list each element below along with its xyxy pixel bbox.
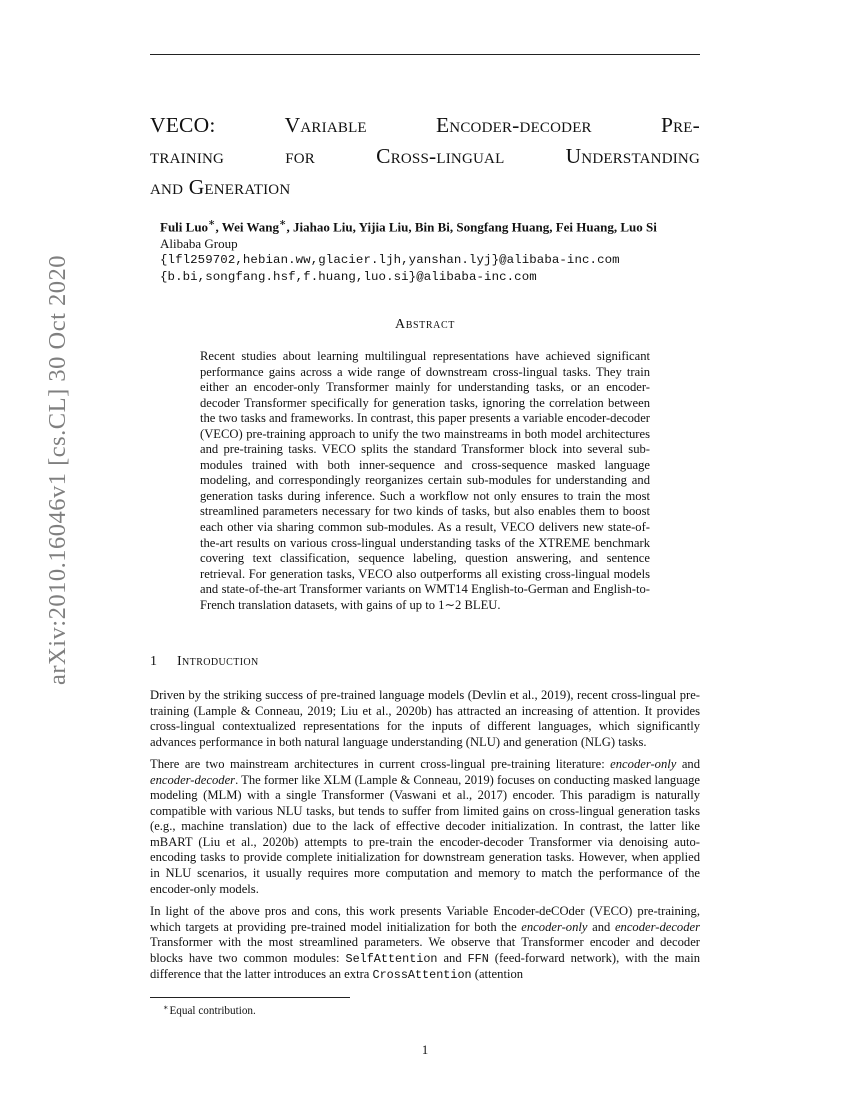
abstract-text: Recent studies about learning multilingual representations have achieved significant performance gains across a wide range of downstream cross-lingual tasks. They train either an encoder-only Transformer mainly for understanding tasks, or an encoder-decoder Transformer specifically for generation tasks, ignoring the correlation between the two tasks and frameworks. In contrast, this paper presents a variable encoder-decoder (VECO) pre-training approach to unify the two mainstreams in both model architectures and pre-training tasks. VECO splits the standard Transformer block into several sub-modules trained with both inner-sequence and cross-sequence masked language modeling, and correspondingly reorganizes certain sub-modules for understanding and generation tasks during inference. Such a workflow not only ensures to train the most streamlined parameters necessary for two kinds of tasks, but also enables them to boost each other via sharing common sub-modules. As a result, VECO delivers new state-of-the-art results on various cross-lingual understanding tasks of the XTREME benchmark covering text classification, sequence labeling, question answering, and sentence retrieval. For generation tasks, VECO also outperforms all existing cross-lingual models and state-of-the-art Transformer variants on WMT14 English-to-German and English-to-French translation datasets, with gains of up to 1∼2 BLEU.	[200, 349, 650, 612]
footnote-rule	[150, 997, 350, 998]
footnote-equal-contribution: ∗Equal contribution.	[163, 1003, 256, 1017]
abstract-heading: Abstract	[395, 317, 455, 332]
email-line-1[interactable]: {lfl259702,hebian.ww,glacier.ljh,yanshan.lyj}@alibaba-inc.com	[160, 253, 620, 268]
author-block	[160, 215, 700, 286]
introduction-body	[150, 688, 700, 991]
intro-paragraph-2: There are two mainstream architectures in current cross-lingual pre-training literature: encoder-only and encoder-decoder. The former like XLM (Lample & Conneau, 2019) focuses on conducting masked language modeling (MLM) with a single Transformer (Vaswani et al., 2017) encoder. This paradigm is naturally compatible with various NLU tasks, but tends to suffer from limited gains on cross-lingual generation tasks (e.g., machine translation) due to the lack of effective decoder initialization. In contrast, the latter like mBART (Liu et al., 2020b) attempts to pre-train the encoder-decoder Transformer via denoising auto-encoding tasks to provide complete initialization for downstream generation tasks. However, when applied in NLU scenarios, it usually requires more computation and memory to match the performance of the encoder-only models.	[150, 757, 700, 896]
title-line-1: VECO: Variable Encoder-decoder Pre-	[150, 113, 701, 137]
title-line-2: training for Cross-lingual Understanding	[150, 144, 700, 168]
intro-paragraph-3: In light of the above pros and cons, this work presents Variable Encoder-deCOder (VECO) pre-training, which targets at providing pre-trained model initialization for both the encoder-only and encoder-decoder Transformer with the most streamlined parameters. We observe that Transformer encoder and decoder blocks have two common modules: SelfAttention and FFN (feed-forward network), with the main difference that the latter introduces an extra CrossAttention (attention	[150, 904, 701, 983]
section-number: 1	[150, 654, 158, 669]
author-names: Fuli Luo∗, Wei Wang∗, Jiahao Liu, Yijia Liu, Bin Bi, Songfang Huang, Fei Huang, Luo Si	[160, 217, 657, 235]
section-title: Introduction	[177, 654, 259, 669]
page-number: 1	[421, 1043, 429, 1057]
title-top-rule	[150, 54, 700, 55]
affiliation: Alibaba Group	[160, 236, 238, 252]
section-heading-introduction	[150, 654, 259, 670]
title-line-3: and Generation	[150, 175, 291, 199]
intro-paragraph-1: Driven by the striking success of pre-trained language models (Devlin et al., 2019), recent cross-lingual pre-training (Lample & Conneau, 2019; Liu et al., 2020b) has attracted an increasing of attention. It provides cross-lingual contextualized representations for the inputs of different languages, which significantly advances performance in both natural language understanding (NLU) and generation (NLG) tasks.	[150, 688, 700, 749]
arxiv-stamp[interactable]: arXiv:2010.16046v1 [cs.CL] 30 Oct 2020	[44, 255, 71, 685]
email-line-2[interactable]: {b.bi,songfang.hsf,f.huang,luo.si}@alibaba-inc.com	[160, 270, 537, 285]
paper-title	[150, 110, 700, 203]
